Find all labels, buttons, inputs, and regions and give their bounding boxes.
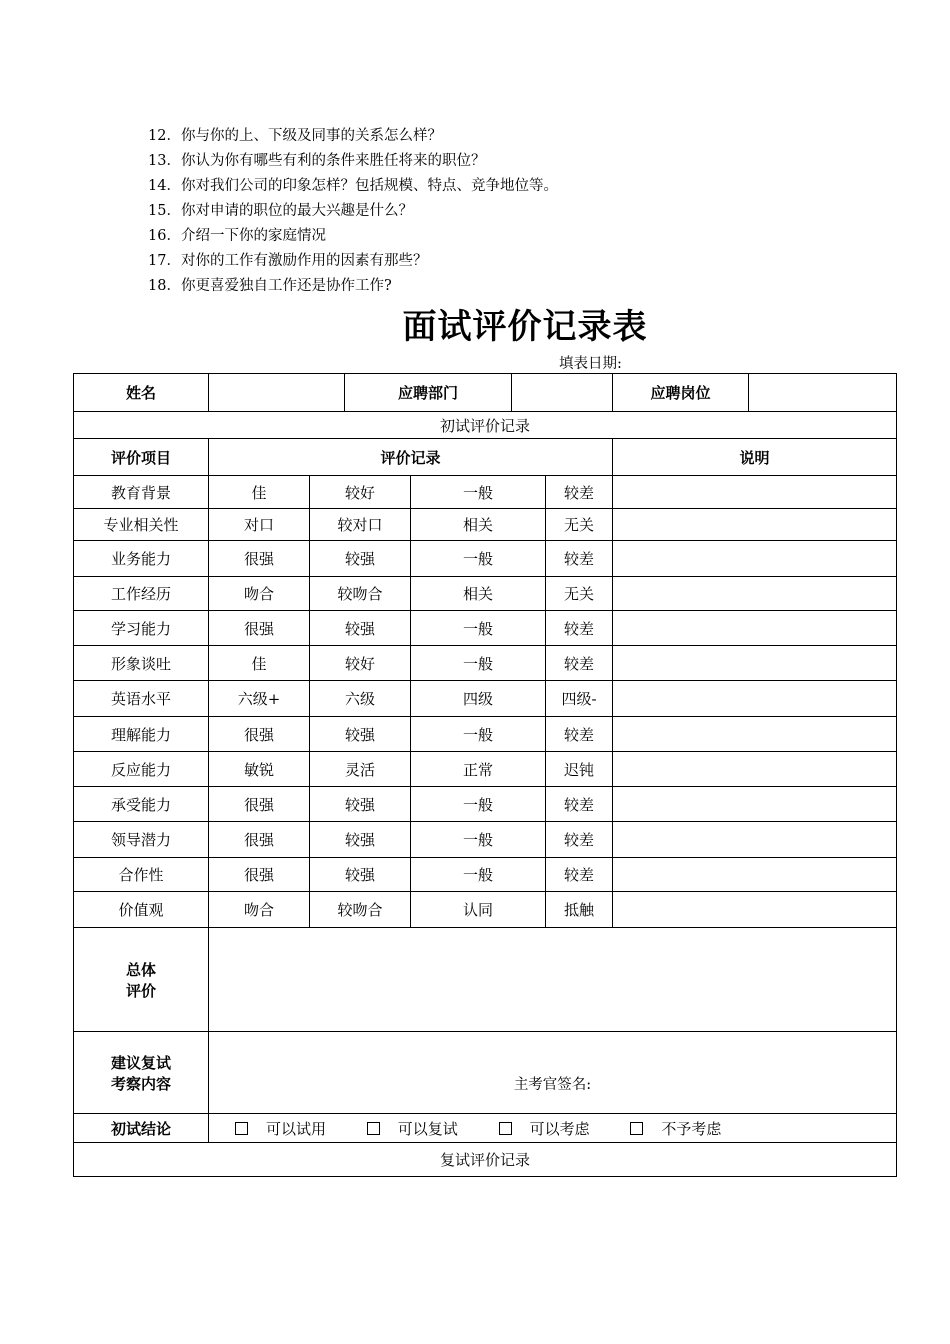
overall-label-line2: 评价 bbox=[125, 981, 156, 1000]
rating-note-field[interactable] bbox=[613, 752, 897, 787]
rating-note-field[interactable] bbox=[613, 476, 897, 509]
rating-option[interactable]: 一般 bbox=[411, 787, 546, 822]
rating-item-label: 领导潜力 bbox=[74, 822, 209, 858]
suggest-label-line1: 建议复试 bbox=[110, 1053, 171, 1072]
rating-option[interactable]: 灵活 bbox=[310, 752, 411, 787]
rating-option[interactable]: 佳 bbox=[209, 646, 310, 681]
rating-row bbox=[74, 541, 897, 577]
position-field[interactable] bbox=[749, 374, 897, 412]
overall-row bbox=[74, 928, 897, 1032]
rating-option[interactable]: 很强 bbox=[209, 787, 310, 822]
rating-item-label: 业务能力 bbox=[74, 541, 209, 577]
record-column-header: 评价记录 bbox=[209, 439, 613, 476]
rating-option[interactable]: 对口 bbox=[209, 509, 310, 541]
rating-option[interactable]: 正常 bbox=[411, 752, 546, 787]
item-column-header: 评价项目 bbox=[74, 439, 209, 476]
rating-option[interactable]: 佳 bbox=[209, 476, 310, 509]
rating-option[interactable]: 较对口 bbox=[310, 509, 411, 541]
rating-option[interactable]: 较差 bbox=[546, 611, 613, 646]
rating-item-label: 价值观 bbox=[74, 892, 209, 928]
rating-option[interactable]: 一般 bbox=[411, 541, 546, 577]
question-item: 18．你更喜爱独自工作还是协作工作? bbox=[148, 278, 392, 294]
rating-option[interactable]: 敏锐 bbox=[209, 752, 310, 787]
rating-option[interactable]: 较差 bbox=[546, 541, 613, 577]
rating-option[interactable]: 四级 bbox=[411, 681, 546, 717]
rating-option[interactable]: 无关 bbox=[546, 577, 613, 611]
rating-option[interactable]: 较强 bbox=[310, 717, 411, 752]
rating-option[interactable]: 无关 bbox=[546, 509, 613, 541]
conclusion-options bbox=[209, 1114, 897, 1143]
rating-option[interactable]: 相关 bbox=[411, 577, 546, 611]
rating-option[interactable]: 较差 bbox=[546, 822, 613, 858]
rating-row bbox=[74, 717, 897, 752]
rating-note-field[interactable] bbox=[613, 611, 897, 646]
note-column-header: 说明 bbox=[613, 439, 897, 476]
rating-note-field[interactable] bbox=[613, 541, 897, 577]
rating-rows bbox=[74, 476, 897, 928]
rating-option[interactable]: 较差 bbox=[546, 858, 613, 892]
rating-option[interactable]: 较好 bbox=[310, 646, 411, 681]
department-label: 应聘部门 bbox=[345, 374, 512, 412]
rating-note-field[interactable] bbox=[613, 858, 897, 892]
rating-option[interactable]: 一般 bbox=[411, 646, 546, 681]
examiner-signature-label: 主考官签名: bbox=[513, 1077, 592, 1093]
rating-row bbox=[74, 858, 897, 892]
rating-item-label: 理解能力 bbox=[74, 717, 209, 752]
rating-option[interactable]: 一般 bbox=[411, 822, 546, 858]
rating-row bbox=[74, 577, 897, 611]
rating-option[interactable]: 很强 bbox=[209, 858, 310, 892]
question-item: 16．介绍一下你的家庭情况 bbox=[148, 228, 326, 244]
suggest-label-line2: 考察内容 bbox=[110, 1074, 171, 1093]
rating-option[interactable]: 较强 bbox=[310, 858, 411, 892]
rating-option[interactable]: 相关 bbox=[411, 509, 546, 541]
form-title: 面试评价记录表 bbox=[402, 307, 648, 347]
question-item: 13．你认为你有哪些有利的条件来胜任将来的职位？ bbox=[148, 153, 486, 169]
rating-option[interactable]: 很强 bbox=[209, 717, 310, 752]
rating-option[interactable]: 吻合 bbox=[209, 577, 310, 611]
checkbox-icon[interactable] bbox=[367, 1122, 380, 1135]
rating-option[interactable]: 一般 bbox=[411, 476, 546, 509]
rating-option[interactable]: 一般 bbox=[411, 717, 546, 752]
rating-note-field[interactable] bbox=[613, 787, 897, 822]
rating-option[interactable]: 吻合 bbox=[209, 892, 310, 928]
rating-option[interactable]: 较吻合 bbox=[310, 577, 411, 611]
rating-option[interactable]: 较吻合 bbox=[310, 892, 411, 928]
suggest-label bbox=[74, 1032, 209, 1114]
conclusion-label: 初试结论 bbox=[74, 1114, 209, 1143]
rating-note-field[interactable] bbox=[613, 509, 897, 541]
rating-item-label: 合作性 bbox=[74, 858, 209, 892]
candidate-info-row bbox=[74, 374, 897, 412]
overall-field[interactable] bbox=[209, 928, 897, 1032]
rating-option[interactable]: 六级 bbox=[310, 681, 411, 717]
question-item: 15．你对申请的职位的最大兴趣是什么？ bbox=[148, 203, 413, 219]
evaluation-form-table bbox=[73, 373, 897, 1177]
rating-option[interactable]: 较差 bbox=[546, 717, 613, 752]
suggest-field[interactable] bbox=[209, 1032, 897, 1114]
rating-note-field[interactable] bbox=[613, 577, 897, 611]
rating-option[interactable]: 四级- bbox=[546, 681, 613, 717]
overall-label-line1: 总体 bbox=[125, 960, 156, 979]
suggest-row bbox=[74, 1032, 897, 1114]
rating-note-field[interactable] bbox=[613, 892, 897, 928]
rating-note-field[interactable] bbox=[613, 681, 897, 717]
rating-option[interactable]: 六级+ bbox=[209, 681, 310, 717]
checkbox-icon[interactable] bbox=[499, 1122, 512, 1135]
rating-option[interactable]: 较好 bbox=[310, 476, 411, 509]
position-label: 应聘岗位 bbox=[613, 374, 749, 412]
second-section-heading: 复试评价记录 bbox=[74, 1143, 897, 1177]
rating-item-label: 专业相关性 bbox=[74, 509, 209, 541]
overall-label bbox=[74, 928, 209, 1032]
rating-option[interactable]: 较强 bbox=[310, 541, 411, 577]
rating-option[interactable]: 较强 bbox=[310, 787, 411, 822]
rating-row bbox=[74, 509, 897, 541]
checkbox-icon[interactable] bbox=[235, 1122, 248, 1135]
rating-row bbox=[74, 752, 897, 787]
fill-date-label: 填表日期: bbox=[559, 356, 622, 372]
rating-option[interactable]: 一般 bbox=[411, 858, 546, 892]
option-reject[interactable]: 不予考虑 bbox=[630, 1120, 739, 1138]
column-header-row bbox=[74, 439, 897, 476]
rating-option[interactable]: 较强 bbox=[310, 822, 411, 858]
initial-section-heading: 初试评价记录 bbox=[74, 412, 897, 439]
rating-item-label: 承受能力 bbox=[74, 787, 209, 822]
question-item: 14．你对我们公司的印象怎样？包括规模、特点、竞争地位等。 bbox=[148, 178, 558, 194]
option-consider[interactable]: 可以考虑 bbox=[499, 1120, 608, 1138]
name-label: 姓名 bbox=[74, 374, 209, 412]
rating-row bbox=[74, 476, 897, 509]
rating-option[interactable]: 一般 bbox=[411, 611, 546, 646]
rating-item-label: 学习能力 bbox=[74, 611, 209, 646]
rating-item-label: 反应能力 bbox=[74, 752, 209, 787]
rating-row bbox=[74, 611, 897, 646]
rating-row bbox=[74, 681, 897, 717]
name-field[interactable] bbox=[209, 374, 345, 412]
question-item: 12．你与你的上、下级及同事的关系怎么样？ bbox=[148, 128, 442, 144]
rating-row bbox=[74, 822, 897, 858]
rating-item-label: 工作经历 bbox=[74, 577, 209, 611]
rating-option[interactable]: 迟钝 bbox=[546, 752, 613, 787]
rating-item-label: 英语水平 bbox=[74, 681, 209, 717]
rating-note-field[interactable] bbox=[613, 717, 897, 752]
rating-option[interactable]: 较差 bbox=[546, 646, 613, 681]
rating-option[interactable]: 很强 bbox=[209, 611, 310, 646]
checkbox-icon[interactable] bbox=[630, 1122, 643, 1135]
rating-option[interactable]: 认同 bbox=[411, 892, 546, 928]
department-field[interactable] bbox=[512, 374, 613, 412]
rating-option[interactable]: 较差 bbox=[546, 476, 613, 509]
conclusion-row bbox=[74, 1114, 897, 1143]
rating-option[interactable]: 较强 bbox=[310, 611, 411, 646]
rating-option[interactable]: 抵触 bbox=[546, 892, 613, 928]
rating-option[interactable]: 较差 bbox=[546, 787, 613, 822]
rating-option[interactable]: 很强 bbox=[209, 541, 310, 577]
rating-item-label: 形象谈吐 bbox=[74, 646, 209, 681]
rating-option[interactable]: 很强 bbox=[209, 822, 310, 858]
rating-row bbox=[74, 787, 897, 822]
question-item: 17．对你的工作有激励作用的因素有那些？ bbox=[148, 253, 428, 269]
rating-row bbox=[74, 646, 897, 681]
rating-note-field[interactable] bbox=[613, 646, 897, 681]
rating-row bbox=[74, 892, 897, 928]
option-second-interview[interactable]: 可以复试 bbox=[367, 1120, 476, 1138]
interview-questions-list bbox=[148, 124, 558, 299]
option-trial[interactable]: 可以试用 bbox=[235, 1120, 344, 1138]
rating-item-label: 教育背景 bbox=[74, 476, 209, 509]
rating-note-field[interactable] bbox=[613, 822, 897, 858]
